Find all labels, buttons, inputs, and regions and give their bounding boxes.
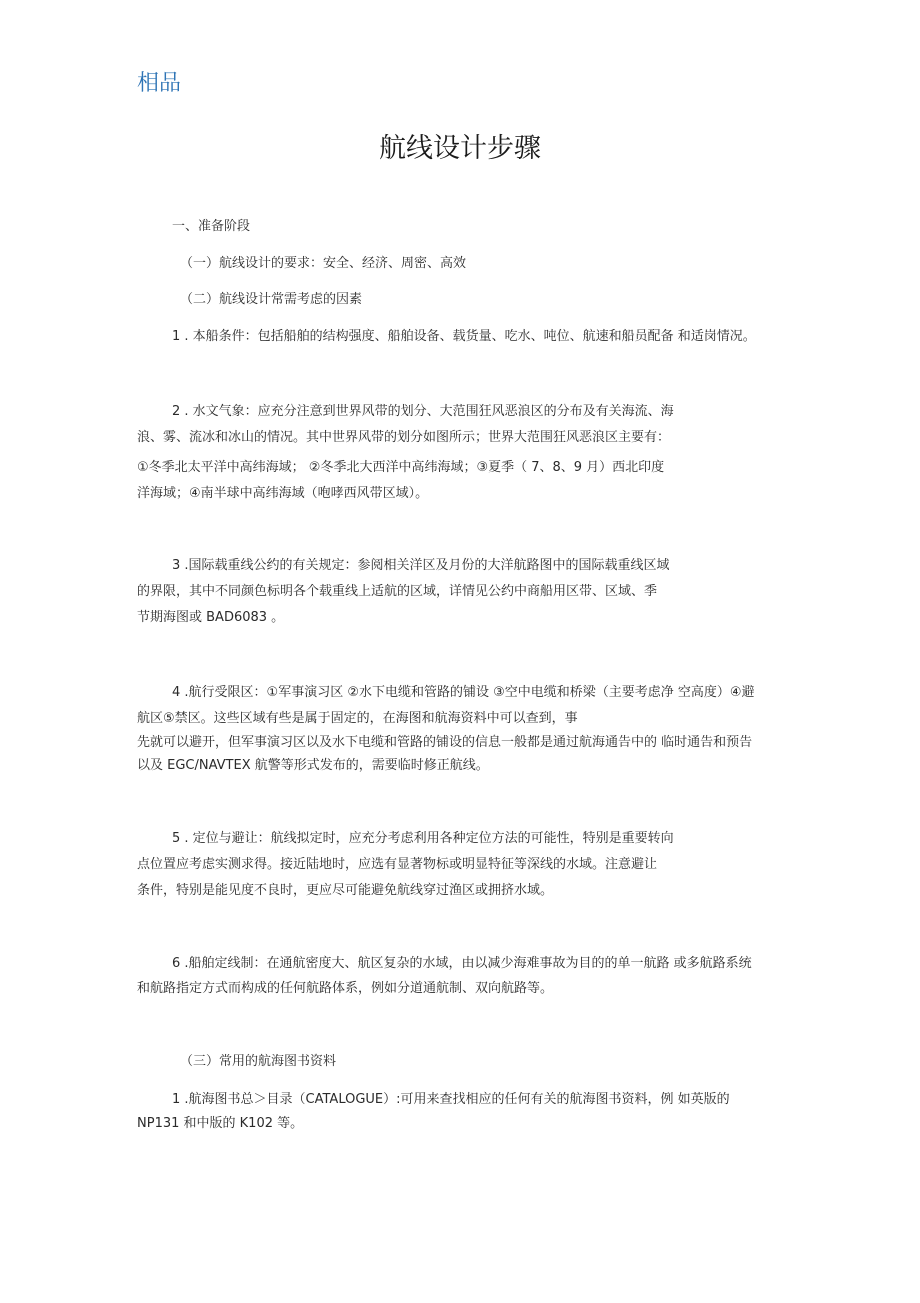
subsection-heading-references: （三）常用的航海图书资料 <box>180 1054 337 1069</box>
paragraph-line: 5 . 定位与避让：航线拟定时，应充分考虑利用各种定位方法的可能性，特别是重要转向 <box>172 831 674 846</box>
subsection-heading-requirements: （一）航线设计的要求：安全、经济、周密、高效 <box>180 256 467 271</box>
paragraph-line: 6 .船舶定线制：在通航密度大、航区复杂的水域，由以减少海难事故为目的的单一航路 或多航路系统 <box>172 956 752 971</box>
paragraph-line: 3 .国际载重线公约的有关规定：参阅相关洋区及月份的大洋航路图中的国际载重线区域 <box>172 558 670 573</box>
paragraph-line: 点位置应考虑实测求得。接近陆地时，应选有显著物标或明显特征等深线的水域。注意避让 <box>137 857 658 872</box>
paragraph-line: 1 . 本船条件：包括船舶的结构强度、船舶设备、载货量、吃水、吨位、航速和船员配备 和适岗情况。 <box>172 329 756 344</box>
paragraph-line: 洋海域；④南半球中高纬海域（咆哮西风带区域）。 <box>137 486 429 501</box>
section-heading-preparation: 一、准备阶段 <box>172 219 251 234</box>
paragraph-line: 航区⑤禁区。这些区域有些是属于固定的，在海图和航海资料中可以查到，事 <box>137 711 578 726</box>
paragraph-line: 和航路指定方式而构成的任何航路体系，例如分道通航制、双向航路等。 <box>137 981 554 996</box>
page-title: 航线设计步骤 <box>379 133 541 164</box>
paragraph-line: 节期海图或 BAD6083 。 <box>137 610 285 625</box>
subsection-heading-factors: （二）航线设计常需考虑的因素 <box>180 292 363 307</box>
paragraph-line: 浪、雾、流冰和冰山的情况。其中世界风带的划分如图所示；世界大范围狂风恶浪区主要有： <box>137 430 671 445</box>
paragraph-line: NP131 和中版的 K102 等。 <box>137 1116 304 1131</box>
header-mark: 相品 <box>137 71 182 96</box>
paragraph-line: ①冬季北太平洋中高纬海域； ②冬季北大西洋中高纬海域；③夏季（ 7、8、9 月）西北印度 <box>137 460 665 475</box>
paragraph-line: 1 .航海图书总＞目录（CATALOGUE）:可用来查找相应的任何有关的航海图书资料，例 如英版的 <box>172 1092 730 1107</box>
paragraph-line: 的界限，其中不同颜色标明各个载重线上适航的区域，详情见公约中商船用区带、区域、季 <box>137 584 658 599</box>
paragraph-line: 条件，特别是能见度不良时，更应尽可能避免航线穿过渔区或拥挤水域。 <box>137 883 554 898</box>
paragraph-line: 2 . 水文气象：应充分注意到世界风带的划分、大范围狂风恶浪区的分布及有关海流、海 <box>172 404 674 419</box>
paragraph-line: 4 .航行受限区：①军事演习区 ②水下电缆和管路的铺设 ③空中电缆和桥梁（主要考虑净 空高度）④避 <box>172 685 755 700</box>
paragraph-line: 先就可以避开，但军事演习区以及水下电缆和管路的铺设的信息一般都是通过航海通告中的 临时通告和预告 <box>137 735 753 750</box>
paragraph-line: 以及 EGC/NAVTEX 航警等形式发布的，需要临时修正航线。 <box>137 758 489 773</box>
